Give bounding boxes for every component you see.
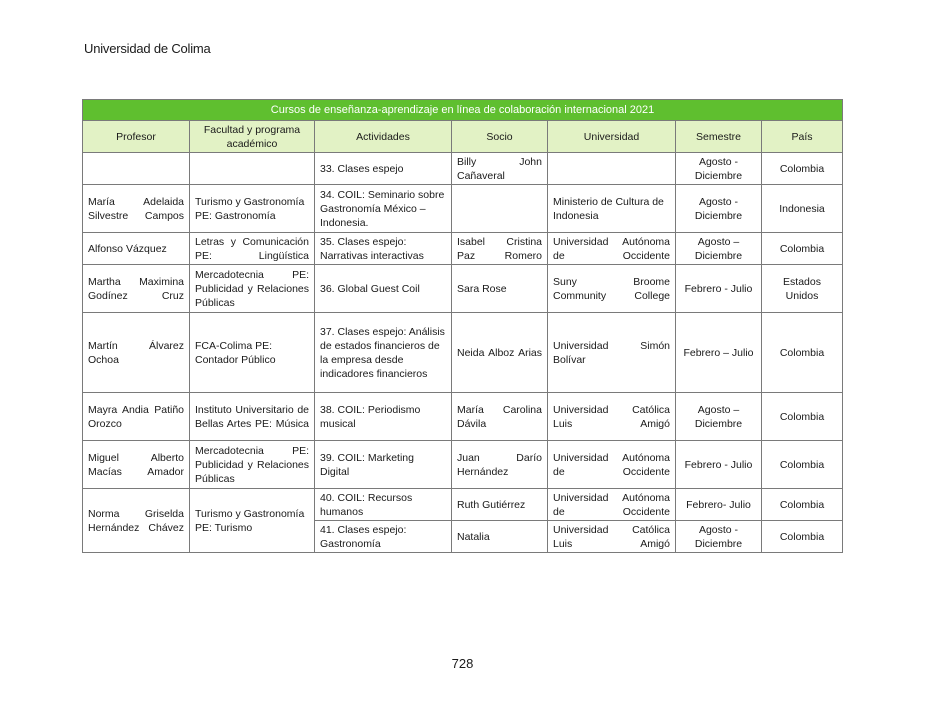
cell-actividad: 33. Clases espejo	[315, 153, 452, 185]
cell-semestre: Agosto - Diciembre	[676, 185, 762, 233]
col-header-profesor: Profesor	[83, 121, 190, 153]
cell-universidad: Ministerio de Cultura de Indonesia	[548, 185, 676, 233]
cell-universidad	[548, 153, 676, 185]
cell-actividad: 34. COIL: Seminario sobre Gastronomía México – Indonesia.	[315, 185, 452, 233]
table-row	[83, 313, 843, 393]
cell-universidad: Universidad Simón Bolívar	[548, 313, 676, 393]
cell-actividad: 36. Global Guest Coil	[315, 265, 452, 313]
cell-socio: Sara Rose	[452, 265, 548, 313]
cell-socio: María Carolina Dávila	[452, 393, 548, 441]
cell-semestre: Febrero - Julio	[676, 265, 762, 313]
cell-actividad: 40. COIL: Recursos humanos	[315, 489, 452, 521]
table-row	[83, 489, 843, 521]
table-row	[83, 441, 843, 489]
cell-profesor: Alfonso Vázquez	[83, 233, 190, 265]
table-caption: Cursos de enseñanza-aprendizaje en línea de colaboración internacional 2021	[83, 100, 843, 121]
table-row	[83, 265, 843, 313]
cell-facultad	[190, 153, 315, 185]
cell-pais: Colombia	[762, 393, 843, 441]
cell-universidad: Universidad Católica Luis Amigó	[548, 393, 676, 441]
cell-universidad: Universidad Autónoma de Occidente	[548, 233, 676, 265]
cell-socio: Billy John Cañaveral	[452, 153, 548, 185]
cell-facultad: Mercadotecnia PE: Publicidad y Relaciones Públicas	[190, 265, 315, 313]
cell-semestre: Febrero – Julio	[676, 313, 762, 393]
cell-facultad: Turismo y Gastronomía PE: Gastronomía	[190, 185, 315, 233]
cell-profesor: Miguel Alberto Macías Amador	[83, 441, 190, 489]
cell-semestre: Febrero - Julio	[676, 441, 762, 489]
col-header-actividades: Actividades	[315, 121, 452, 153]
cell-pais: Indonesia	[762, 185, 843, 233]
cell-pais: Colombia	[762, 441, 843, 489]
cell-facultad: FCA-Colima PE: Contador Público	[190, 313, 315, 393]
cell-semestre: Agosto - Diciembre	[676, 153, 762, 185]
cell-actividad: 39. COIL: Marketing Digital	[315, 441, 452, 489]
courses-table	[82, 99, 843, 553]
cell-profesor	[83, 153, 190, 185]
cell-socio: Juan Darío Hernández	[452, 441, 548, 489]
col-header-semestre: Semestre	[676, 121, 762, 153]
col-header-pais: País	[762, 121, 843, 153]
cell-socio: Isabel Cristina Paz Romero	[452, 233, 548, 265]
cell-pais: Colombia	[762, 521, 843, 553]
cell-actividad: 38. COIL: Periodismo musical	[315, 393, 452, 441]
cell-socio: Ruth Gutiérrez	[452, 489, 548, 521]
cell-profesor: Martín Álvarez Ochoa	[83, 313, 190, 393]
cell-socio: Natalia	[452, 521, 548, 553]
col-header-facultad: Facultad y programa académico	[190, 121, 315, 153]
cell-universidad: Universidad Católica Luis Amigó	[548, 521, 676, 553]
cell-actividad: 41. Clases espejo: Gastronomía	[315, 521, 452, 553]
cell-profesor: Martha Maximina Godínez Cruz	[83, 265, 190, 313]
cell-facultad: Instituto Universitario de Bellas Artes PE: Música	[190, 393, 315, 441]
cell-pais: Colombia	[762, 489, 843, 521]
col-header-socio: Socio	[452, 121, 548, 153]
cell-universidad: Universidad Autónoma de Occidente	[548, 441, 676, 489]
cell-profesor: María Adelaida Silvestre Campos	[83, 185, 190, 233]
cell-facultad: Mercadotecnia PE: Publicidad y Relaciones Públicas	[190, 441, 315, 489]
table-row	[83, 393, 843, 441]
cell-profesor: Norma Griselda Hernández Chávez	[83, 489, 190, 553]
cell-facultad: Letras y Comunicación PE: Lingüística	[190, 233, 315, 265]
cell-semestre: Agosto - Diciembre	[676, 521, 762, 553]
table-row	[83, 153, 843, 185]
cell-semestre: Febrero- Julio	[676, 489, 762, 521]
cell-semestre: Agosto – Diciembre	[676, 233, 762, 265]
cell-pais: Estados Unidos	[762, 265, 843, 313]
table-row	[83, 233, 843, 265]
cell-socio: Neida Alboz Arias	[452, 313, 548, 393]
page-number: 728	[451, 656, 474, 671]
cell-universidad: Suny Broome Community College	[548, 265, 676, 313]
cell-semestre: Agosto – Diciembre	[676, 393, 762, 441]
cell-pais: Colombia	[762, 153, 843, 185]
cell-universidad: Universidad Autónoma de Occidente	[548, 489, 676, 521]
cell-socio	[452, 185, 548, 233]
cell-pais: Colombia	[762, 313, 843, 393]
running-header: Universidad de Colima	[84, 41, 211, 56]
cell-actividad: 37. Clases espejo: Análisis de estados financieros de la empresa desde indicadores financieros	[315, 313, 452, 393]
cell-profesor: Mayra Andia Patiño Orozco	[83, 393, 190, 441]
cell-pais: Colombia	[762, 233, 843, 265]
cell-actividad: 35. Clases espejo: Narrativas interactivas	[315, 233, 452, 265]
cell-facultad: Turismo y Gastronomía PE: Turismo	[190, 489, 315, 553]
table-row	[83, 185, 843, 233]
col-header-universidad: Universidad	[548, 121, 676, 153]
